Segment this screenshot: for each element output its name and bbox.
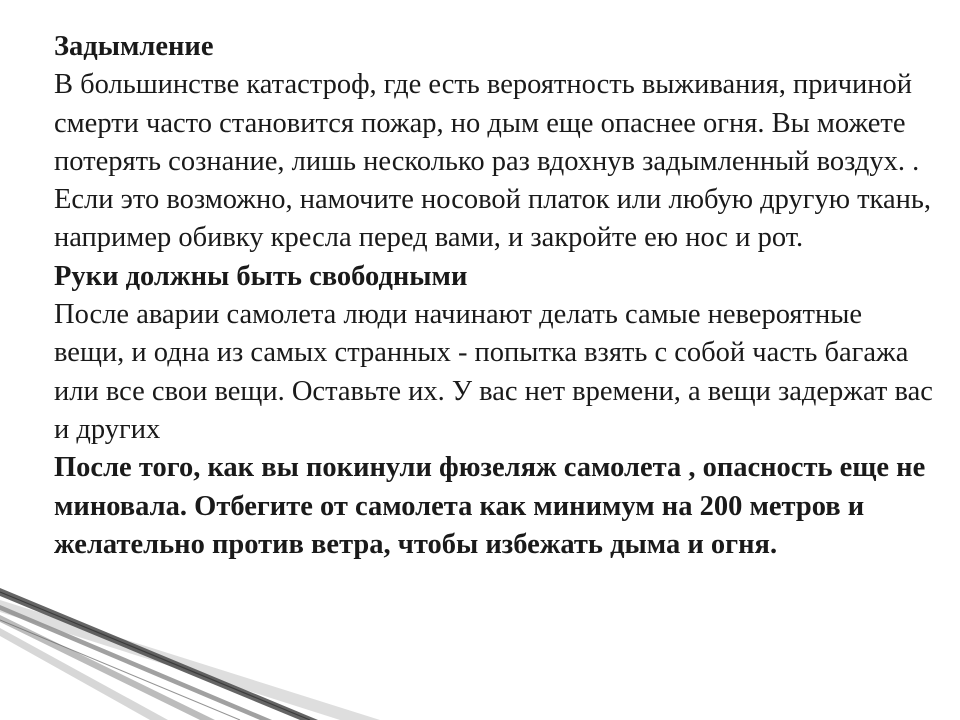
section-heading-smoke: Задымление bbox=[54, 31, 214, 62]
stripe-shadow bbox=[0, 600, 380, 720]
section-body-hands-free: После аварии самолета люди начинают делать самые невероятные вещи, и одна из самых странных - попытка взять с собой часть багажа или все свои вещи. Оставьте их. У вас нет времени, а вещи задержат вас и других bbox=[54, 299, 933, 445]
stripe-line-2 bbox=[0, 620, 240, 720]
stripe-light-1 bbox=[0, 605, 272, 720]
stripe-light-2 bbox=[0, 615, 215, 720]
section-heading-hands-free: Руки должны быть свободными bbox=[54, 260, 468, 292]
section-body-after-exit: После того, как вы покинули фюзеляж самолета , опасность еще не миновала. Отбегите от самолета как минимум на 200 метров и желательно против ветра, чтобы избежать дыма и огня. bbox=[54, 452, 926, 560]
stripe-dark bbox=[0, 588, 318, 720]
stripe-line-1 bbox=[0, 592, 310, 720]
slide-text-block bbox=[54, 28, 934, 564]
section-body-smoke: В большинстве катастроф, где есть вероятность выживания, причиной смерти часто становится пожар, но дым еще опаснее огня. Вы можете потерять сознание, лишь несколько раз вдохнув задымленный воздух. . Если это возможно, намочите носовой платок или любую другую ткань, например обивку кресла перед вами, и закройте ею нос и рот. bbox=[54, 69, 932, 254]
stripe-light-3 bbox=[0, 628, 168, 720]
